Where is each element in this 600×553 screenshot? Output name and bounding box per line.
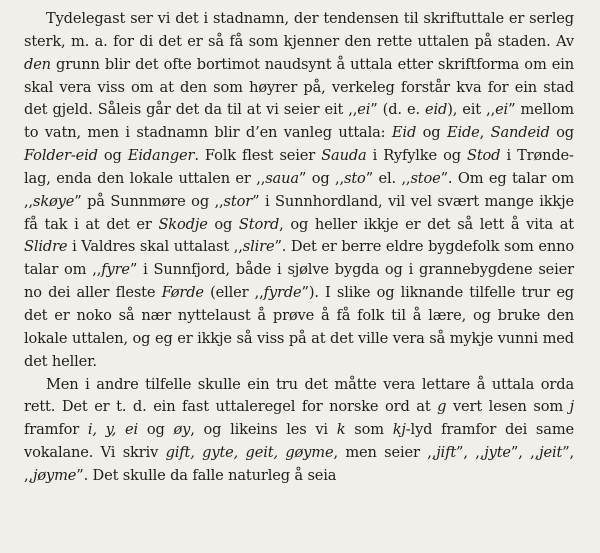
text-run: , (479, 124, 491, 142)
text-run: Men i andre tilfelle skulle ein tru det måtte vera lettare å uttala orda rett. Det er t. d. ein fast uttaleregel for norske ord at (24, 375, 574, 416)
italic-term: øy (173, 421, 191, 439)
text-run: ” i Sunnhordland, vil vel svært mange ikkje få tak i at det er (24, 192, 574, 233)
text-run: som (345, 421, 393, 439)
text-run: , og heller ikkje er det så lett å vita at (279, 215, 575, 233)
text-run: ”. Det skulle da falle naturleg å seia (76, 466, 337, 484)
text-run: ” (d. e. (370, 101, 425, 119)
text-run: og (416, 124, 447, 142)
italic-term: g (437, 398, 447, 416)
text-run: ” på Sunnmøre og ,, (74, 192, 224, 210)
italic-term: Sandeid (490, 124, 550, 142)
text-run: ” og ,, (298, 169, 344, 187)
text-run: ”, ,, (456, 444, 485, 462)
italic-term: Skodje (158, 215, 208, 233)
italic-term: jeit (539, 444, 563, 462)
italic-term: skøye (32, 192, 75, 210)
text-run: ” el. ,, (365, 169, 411, 187)
italic-term: fyrde (263, 284, 302, 302)
italic-term: jøyme (32, 466, 77, 484)
italic-term: kj (392, 421, 406, 439)
paragraph-2 (24, 374, 574, 488)
text-run: og (97, 147, 128, 165)
text-run: ” i Sunnfjord, både i sjølve bygda og i grannebygdene seier no dei aller fleste (24, 261, 574, 302)
text-run: , men seier ,, (333, 444, 437, 462)
italic-term: j (569, 398, 574, 416)
italic-term: Eide (446, 124, 480, 142)
italic-term: i, y, ei (87, 421, 139, 439)
italic-term: fyre (101, 261, 130, 279)
text-run: ”). I slike og liknande tilfelle trur eg det er noko så nær nyttelaust å prøve å få folk til å lære, og bruke den lokale uttalen, og eg er ikkje så viss på at det ville vera så mykje vunni med det heller. (24, 284, 574, 370)
text-run: Tydelegast ser vi det i stadnamn, der tendensen til skriftuttale er serleg sterk, m. a. for di det er så få som kjenner den rette uttalen på staden. Av (24, 10, 574, 50)
text-run: i Trøndelag, enda den lokale uttalen er ,, (24, 147, 574, 187)
text-run: ” mellom to vatn, men i stadnamn blir d’en vanleg uttala: (24, 101, 574, 142)
text-run: ), eit ,, (447, 101, 496, 119)
italic-term: slire (242, 238, 275, 256)
italic-term: eid (425, 101, 448, 119)
italic-term: sto (343, 169, 366, 187)
text-run: (eller ,, (203, 284, 264, 302)
italic-term: k (336, 421, 346, 439)
italic-term: Folder-eid (24, 147, 98, 165)
text-run: ”, ,, (510, 444, 540, 462)
text-run: vert lesen som (446, 398, 570, 416)
text-run: framfor (24, 421, 88, 439)
italic-term: stoe (410, 169, 441, 187)
italic-term: Førde (161, 284, 204, 302)
paragraph-1 (24, 8, 574, 374)
italic-term: Eidanger (127, 147, 195, 165)
italic-term: Sauda (321, 147, 367, 165)
text-run: grunn blir det ofte bortimot naudsynt å uttala etter skriftforma om ein skal vera viss om at den som høyrer på, verkeleg forstår kva for ein stad det gjeld. Såleis går det da til at vi seier eit ,, (24, 55, 574, 119)
text-run: i Ryfylke og (366, 147, 467, 165)
text-run: og (138, 421, 174, 439)
text-run: ”, ,, (24, 444, 574, 484)
text-run: ”. Det er berre eldre bygdefolk som enno talar om ,, (24, 238, 574, 279)
italic-term: Slidre (24, 238, 68, 256)
italic-term: den (24, 55, 51, 73)
italic-term: Stord (238, 215, 280, 233)
text-run: , og likeins les vi (190, 421, 337, 439)
italic-term: jyte (484, 444, 511, 462)
italic-term: gift, gyte, geit, gøyme (165, 444, 334, 462)
italic-term: ei (357, 101, 371, 119)
italic-term: Stod (466, 147, 501, 165)
italic-term: Eid (391, 124, 417, 142)
text-run: ”. Om eg talar om ,, (24, 169, 575, 210)
italic-term: ei (495, 101, 509, 119)
text-run: i Valdres skal uttalast ,, (67, 238, 243, 256)
text-run: og (549, 124, 575, 142)
italic-term: jift (436, 444, 457, 462)
italic-term: stor (223, 192, 253, 210)
italic-term: saua (265, 169, 299, 187)
text-run: . Folk flest seier (194, 147, 322, 165)
text-run: -lyd framfor dei same vokalane. Vi skriv (24, 421, 574, 462)
text-run: og (207, 215, 239, 233)
